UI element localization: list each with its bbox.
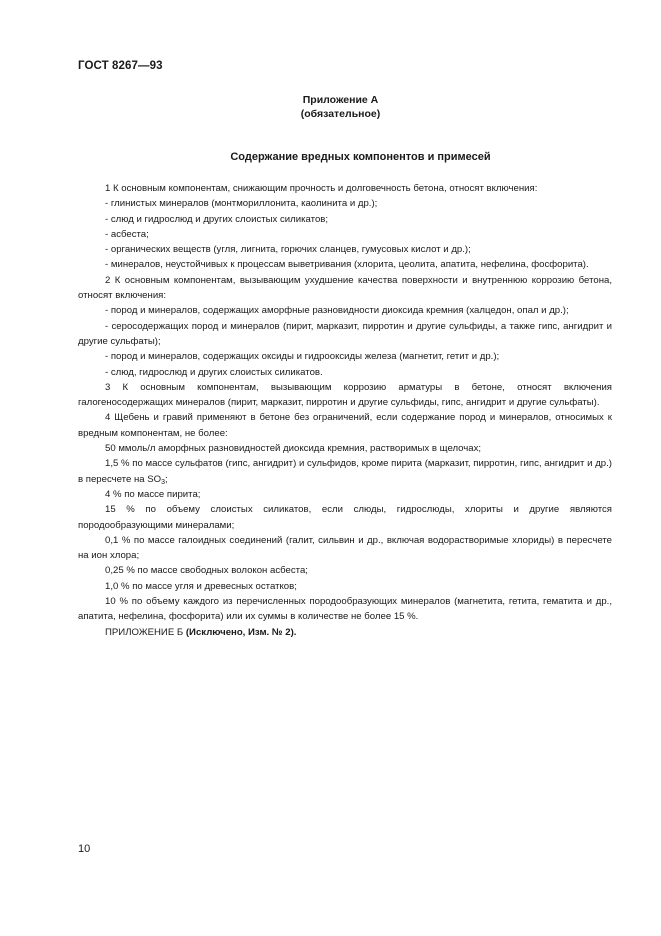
limit-item: 1,0 % по массе угля и древесных остатков; <box>105 580 297 592</box>
limit-item: 10 % по объему каждого из перечисленных породообразующих минералов (магнетита, гетита, гематита и др., апатита, нефелина, фосфорита) или их суммы в количестве не более 15 %. <box>78 596 612 623</box>
limit-item: 0,25 % по массе свободных волокон асбеста; <box>105 565 308 577</box>
sulfate-tail: ; <box>165 473 168 485</box>
annex-title: Приложение А <box>302 94 379 106</box>
limit-item: 4 % по массе пирита; <box>105 488 201 500</box>
annex-b-status: (Исключено, Изм. № 2). <box>185 626 297 638</box>
list-item: - асбеста; <box>105 228 149 240</box>
paragraph: 2 К основным компонентам, вызывающим ухудшение качества поверхности и внутреннюю коррозию бетона, относят включения: <box>78 274 612 302</box>
list-item: - органических веществ (угля, лигнита, горючих сланцев, гумусовых кислот и др.); <box>105 244 471 256</box>
paragraph: 4 Щебень и гравий применяют в бетоне без ограничений, если содержание пород и минералов, относимых к вредным компонентам, не более: <box>78 412 612 439</box>
list-item: - глинистых минералов (монтмориллонита, каолинита и др.); <box>105 198 378 210</box>
annex-b-label: ПРИЛОЖЕНИЕ Б <box>105 626 184 638</box>
document-code: ГОСТ 8267—93 <box>78 60 163 72</box>
section-title: Содержание вредных компонентов и примесей <box>230 151 491 163</box>
annex-heading <box>0 93 661 121</box>
list-item: - пород и минералов, содержащих оксиды и гидрооксиды железа (магнетит, гетит и др.); <box>105 351 500 363</box>
list-item: - пород и минералов, содержащих аморфные разновидности диоксида кремния (халцедон, опал и др.); <box>105 305 569 317</box>
limit-item: 0,1 % по массе галоидных соединений (галит, сильвин и др., включая водорастворимые хлориды) в пересчете на ион хлора; <box>78 534 612 562</box>
list-item: - слюд, гидрослюд и других слоистых силикатов. <box>105 366 323 378</box>
limit-item: 15 % по объему слоистых силикатов, если слюды, гидрослюды, хлориты и другие являются породообразующими минералами; <box>78 504 612 531</box>
limit-item: 50 ммоль/л аморфных разновидностей диоксида кремния, растворимых в щелочах; <box>105 443 482 455</box>
annex-b-note <box>78 625 612 640</box>
sulfate-subscript: 3 <box>161 478 166 486</box>
paragraph: 3 К основным компонентам, вызывающим коррозию арматуры в бетоне, относят включения галогеносодержащих минералов (пирит, марказит, пирротин и другие сульфиды, гипс, ангидрит и другие сульфаты). <box>78 381 612 409</box>
list-item: - слюд и гидрослюд и других слоистых силикатов; <box>105 213 329 225</box>
annex-subtitle: (обязательное) <box>300 108 381 120</box>
page-number: 10 <box>78 843 91 855</box>
document-body <box>78 181 612 640</box>
list-item: - минералов, неустойчивых к процессам выветривания (хлорита, цеолита, апатита, нефелина, фосфорита). <box>105 259 589 271</box>
limit-item-sulfates <box>78 456 612 487</box>
paragraph: 1 К основным компонентам, снижающим прочность и долговечность бетона, относят включения: <box>105 183 538 194</box>
sulfate-text: 1,5 % по массе сульфатов (гипс, ангидрит) и сульфидов, кроме пирита (марказит, пирротин, гипс, ангидрит и др.) в пересчете на SO <box>78 458 612 485</box>
list-item: - серосодержащих пород и минералов (пирит, марказит, пирротин и другие сульфиды, а также гипс, ангидрит и другие сульфаты); <box>78 320 612 347</box>
